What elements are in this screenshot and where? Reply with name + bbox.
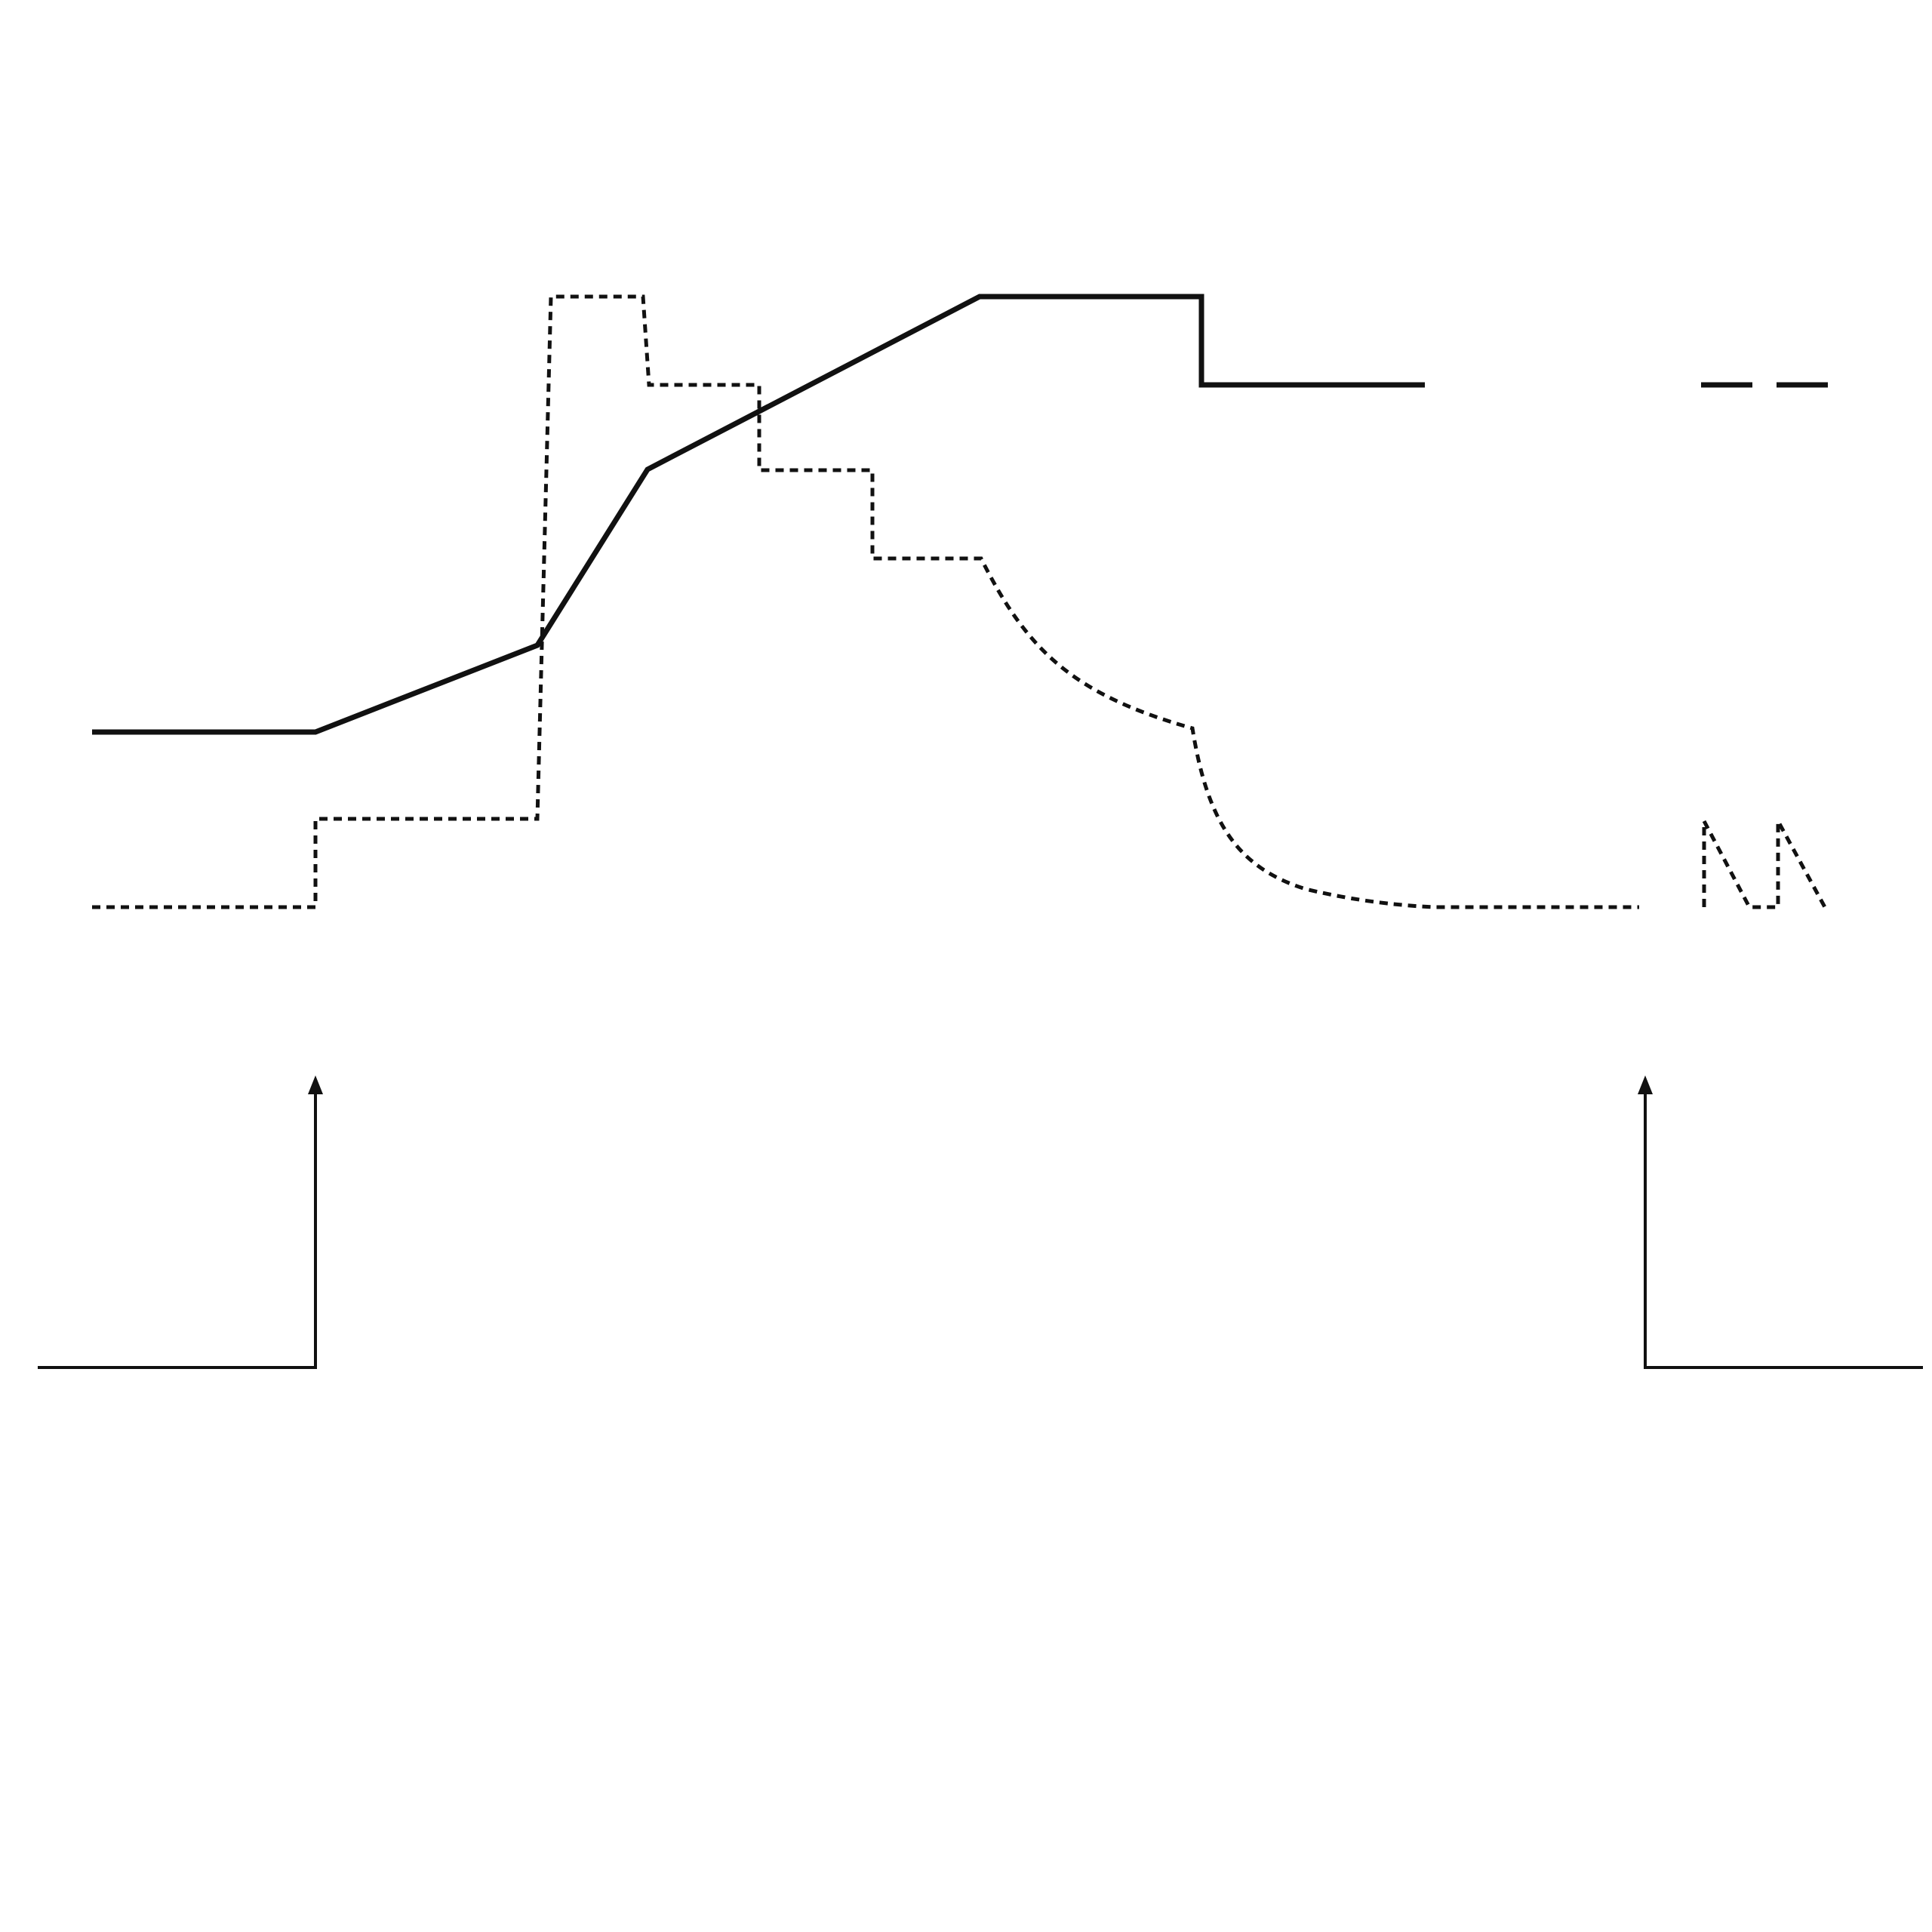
regeneration-mode-arrow	[38, 1083, 315, 1367]
desulfation-mode-arrow	[1645, 1083, 1923, 1367]
voltage-curve	[92, 297, 1425, 732]
current-maintenance-pulses	[1704, 821, 1825, 907]
current-curve	[92, 297, 1639, 907]
desulfation-arrowhead-icon	[1638, 1075, 1653, 1094]
regeneration-arrowhead-icon	[308, 1075, 323, 1094]
